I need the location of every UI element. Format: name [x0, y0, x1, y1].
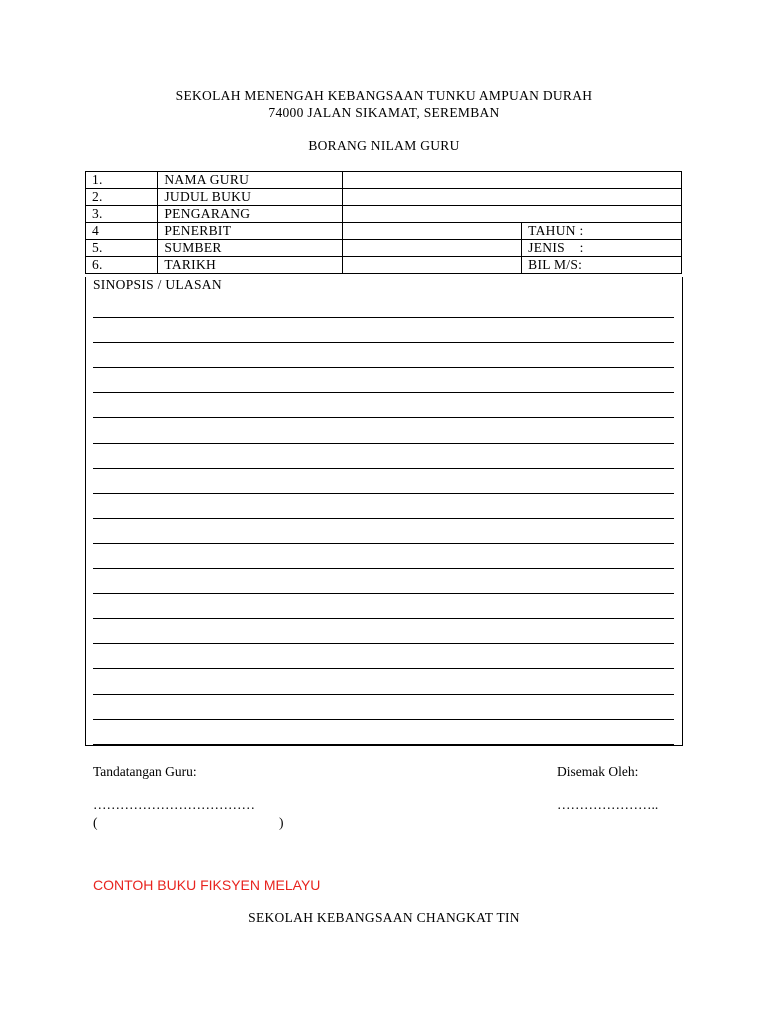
teacher-name-paren-open: ( [93, 815, 98, 830]
row-number: 2. [86, 189, 158, 206]
teacher-name-paren-close: ) [279, 815, 284, 830]
table-row [86, 223, 682, 240]
writing-line [93, 744, 674, 745]
field-bil-ms[interactable]: BIL M/S: [522, 257, 682, 274]
field-label-judul-buku: JUDUL BUKU [158, 189, 343, 206]
writing-line [93, 468, 674, 469]
writing-line [93, 719, 674, 720]
row-number: 3. [86, 206, 158, 223]
example-school-name: SEKOLAH KEBANGSAAN CHANGKAT TIN [248, 910, 520, 925]
writing-line [93, 317, 674, 318]
writing-line [93, 668, 674, 669]
teacher-signature-label: Tandatangan Guru: [93, 764, 197, 779]
writing-line [93, 543, 674, 544]
row-number: 4 [86, 223, 158, 240]
checked-by-label: Disemak Oleh: [557, 764, 639, 779]
table-row [86, 240, 682, 257]
field-value-penerbit[interactable] [343, 223, 522, 240]
writing-line [93, 342, 674, 343]
field-label-penerbit: PENERBIT [158, 223, 343, 240]
writing-line [93, 694, 674, 695]
table-row [86, 172, 682, 189]
field-label-tarikh: TARIKH [158, 257, 343, 274]
synopsis-label: SINOPSIS / ULASAN [93, 277, 222, 292]
field-jenis[interactable]: JENIS : [522, 240, 682, 257]
writing-line [93, 618, 674, 619]
writing-line [93, 493, 674, 494]
field-value-tarikh[interactable] [343, 257, 522, 274]
checked-by-signature-line[interactable]: ………………….. [557, 797, 659, 812]
school-address: 74000 JALAN SIKAMAT, SEREMBAN [268, 105, 500, 120]
teacher-signature-line[interactable]: ……………………………… [93, 797, 255, 812]
writing-line [93, 417, 674, 418]
school-name: SEKOLAH MENENGAH KEBANGSAAN TUNKU AMPUAN DURAH [175, 88, 593, 103]
book-details-table [85, 171, 682, 274]
row-number: 6. [86, 257, 158, 274]
example-heading: CONTOH BUKU FIKSYEN MELAYU [93, 877, 321, 893]
writing-line [93, 643, 674, 644]
synopsis-box[interactable] [85, 277, 683, 746]
field-value-nama-guru[interactable] [343, 172, 682, 189]
writing-line [93, 367, 674, 368]
writing-line [93, 518, 674, 519]
table-row [86, 206, 682, 223]
writing-line [93, 443, 674, 444]
field-tahun[interactable]: TAHUN : [522, 223, 682, 240]
table-row [86, 257, 682, 274]
table-row [86, 189, 682, 206]
field-label-nama-guru: NAMA GURU [158, 172, 343, 189]
row-number: 5. [86, 240, 158, 257]
writing-line [93, 568, 674, 569]
field-value-pengarang[interactable] [343, 206, 682, 223]
row-number: 1. [86, 172, 158, 189]
field-label-sumber: SUMBER [158, 240, 343, 257]
form-title: BORANG NILAM GURU [308, 138, 460, 153]
field-value-judul-buku[interactable] [343, 189, 682, 206]
field-value-sumber[interactable] [343, 240, 522, 257]
writing-line [93, 392, 674, 393]
writing-line [93, 593, 674, 594]
field-label-pengarang: PENGARANG [158, 206, 343, 223]
